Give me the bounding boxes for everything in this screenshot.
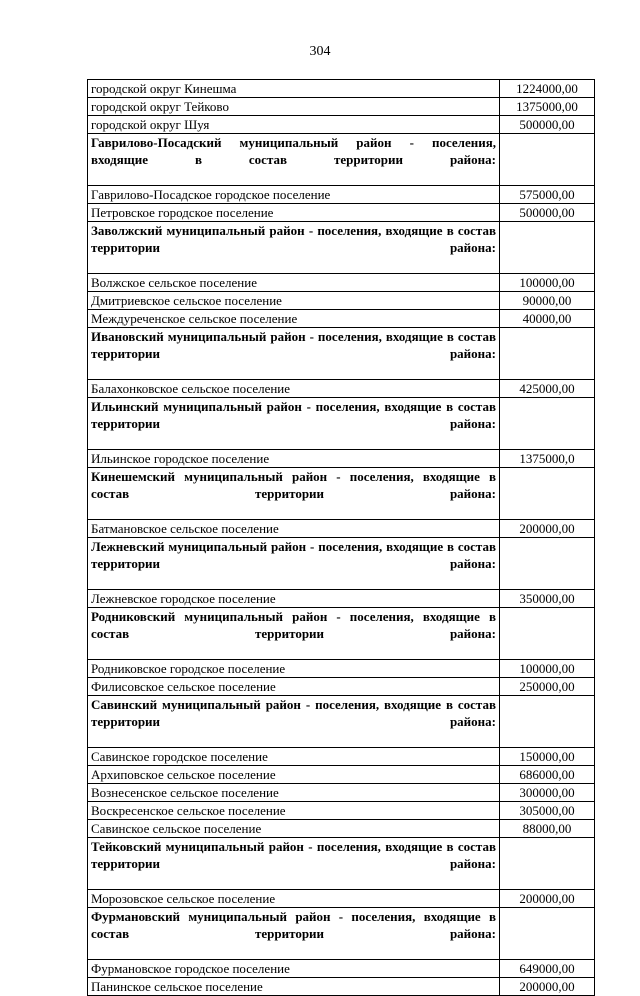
amount-cell (500, 468, 595, 520)
settlement-name-cell: городской округ Шуя (88, 116, 500, 134)
district-name-cell: Фурмановский муниципальный район - поселения, входящие в состав территории района: (88, 908, 500, 960)
district-name-cell: Ивановский муниципальный район - поселения, входящие в состав территории района: (88, 328, 500, 380)
amount-cell (500, 838, 595, 890)
district-name-cell: Кинешемский муниципальный район - поселения, входящие в состав территории района: (88, 468, 500, 520)
settlement-row (88, 204, 595, 222)
amount-cell (500, 908, 595, 960)
settlement-name-cell: Волжское сельское поселение (88, 274, 500, 292)
amount-cell: 100000,00 (500, 274, 595, 292)
settlement-name-cell: Батмановское сельское поселение (88, 520, 500, 538)
district-name-cell: Ильинский муниципальный район - поселения, входящие в состав территории района: (88, 398, 500, 450)
district-header-row (88, 838, 595, 890)
settlement-row (88, 186, 595, 204)
district-header-row (88, 908, 595, 960)
amount-cell (500, 398, 595, 450)
district-name-cell: Лежневский муниципальный район - поселения, входящие в состав территории района: (88, 538, 500, 590)
settlement-name-cell: Междуреченское сельское поселение (88, 310, 500, 328)
settlement-row (88, 820, 595, 838)
settlement-row (88, 80, 595, 98)
amount-cell (500, 696, 595, 748)
district-name-cell: Заволжский муниципальный район - поселения, входящие в состав территории района: (88, 222, 500, 274)
settlement-row (88, 590, 595, 608)
district-name-cell: Тейковский муниципальный район - поселения, входящие в состав территории района: (88, 838, 500, 890)
amount-cell: 649000,00 (500, 960, 595, 978)
amount-cell (500, 538, 595, 590)
settlement-row (88, 310, 595, 328)
amount-cell: 1375000,0 (500, 450, 595, 468)
settlement-name-cell: Лежневское городское поселение (88, 590, 500, 608)
settlement-name-cell: Дмитриевское сельское поселение (88, 292, 500, 310)
amount-cell: 200000,00 (500, 520, 595, 538)
settlement-name-cell: Панинское сельское поселение (88, 978, 500, 996)
amount-cell (500, 608, 595, 660)
amount-cell: 500000,00 (500, 116, 595, 134)
district-header-row (88, 608, 595, 660)
amount-cell (500, 328, 595, 380)
settlement-name-cell: Вознесенское сельское поселение (88, 784, 500, 802)
amount-cell: 100000,00 (500, 660, 595, 678)
settlement-row (88, 784, 595, 802)
settlement-name-cell: Воскресенское сельское поселение (88, 802, 500, 820)
amount-cell: 425000,00 (500, 380, 595, 398)
settlement-row (88, 116, 595, 134)
settlement-name-cell: городской округ Кинешма (88, 80, 500, 98)
amount-cell: 40000,00 (500, 310, 595, 328)
settlement-row (88, 978, 595, 996)
allocation-table (87, 79, 595, 996)
district-header-row (88, 134, 595, 186)
amount-cell: 1224000,00 (500, 80, 595, 98)
settlement-row (88, 292, 595, 310)
settlement-row (88, 660, 595, 678)
amount-cell: 500000,00 (500, 204, 595, 222)
amount-cell (500, 222, 595, 274)
settlement-name-cell: Морозовское сельское поселение (88, 890, 500, 908)
amount-cell: 686000,00 (500, 766, 595, 784)
settlement-name-cell: городской округ Тейково (88, 98, 500, 116)
settlement-row (88, 960, 595, 978)
settlement-row (88, 520, 595, 538)
amount-cell: 1375000,00 (500, 98, 595, 116)
district-header-row (88, 538, 595, 590)
amount-cell: 575000,00 (500, 186, 595, 204)
settlement-name-cell: Савинское сельское поселение (88, 820, 500, 838)
district-header-row (88, 222, 595, 274)
district-header-row (88, 468, 595, 520)
district-name-cell: Савинский муниципальный район - поселения, входящие в состав территории района: (88, 696, 500, 748)
district-header-row (88, 328, 595, 380)
settlement-row (88, 748, 595, 766)
settlement-row (88, 98, 595, 116)
settlement-name-cell: Савинское городское поселение (88, 748, 500, 766)
amount-cell: 200000,00 (500, 890, 595, 908)
settlement-name-cell: Архиповское сельское поселение (88, 766, 500, 784)
amount-cell (500, 134, 595, 186)
settlement-name-cell: Фурмановское городское поселение (88, 960, 500, 978)
settlement-row (88, 678, 595, 696)
amount-cell: 200000,00 (500, 978, 595, 996)
amount-cell: 305000,00 (500, 802, 595, 820)
district-name-cell: Гаврилово-Посадский муниципальный район - поселения, входящие в состав территории района: (88, 134, 500, 186)
settlement-name-cell: Петровское городское поселение (88, 204, 500, 222)
district-header-row (88, 398, 595, 450)
settlement-name-cell: Балахонковское сельское поселение (88, 380, 500, 398)
settlement-name-cell: Ильинское городское поселение (88, 450, 500, 468)
district-header-row (88, 696, 595, 748)
amount-cell: 88000,00 (500, 820, 595, 838)
page-number: 304 (309, 44, 331, 59)
settlement-row (88, 274, 595, 292)
settlement-row (88, 450, 595, 468)
amount-cell: 300000,00 (500, 784, 595, 802)
settlement-row (88, 380, 595, 398)
settlement-row (88, 766, 595, 784)
district-name-cell: Родниковский муниципальный район - поселения, входящие в состав территории района: (88, 608, 500, 660)
amount-cell: 250000,00 (500, 678, 595, 696)
settlement-row (88, 802, 595, 820)
amount-cell: 150000,00 (500, 748, 595, 766)
settlement-name-cell: Филисовское сельское поселение (88, 678, 500, 696)
amount-cell: 90000,00 (500, 292, 595, 310)
amount-cell: 350000,00 (500, 590, 595, 608)
settlement-name-cell: Гаврилово-Посадское городское поселение (88, 186, 500, 204)
table-body (88, 80, 595, 996)
settlement-name-cell: Родниковское городское поселение (88, 660, 500, 678)
